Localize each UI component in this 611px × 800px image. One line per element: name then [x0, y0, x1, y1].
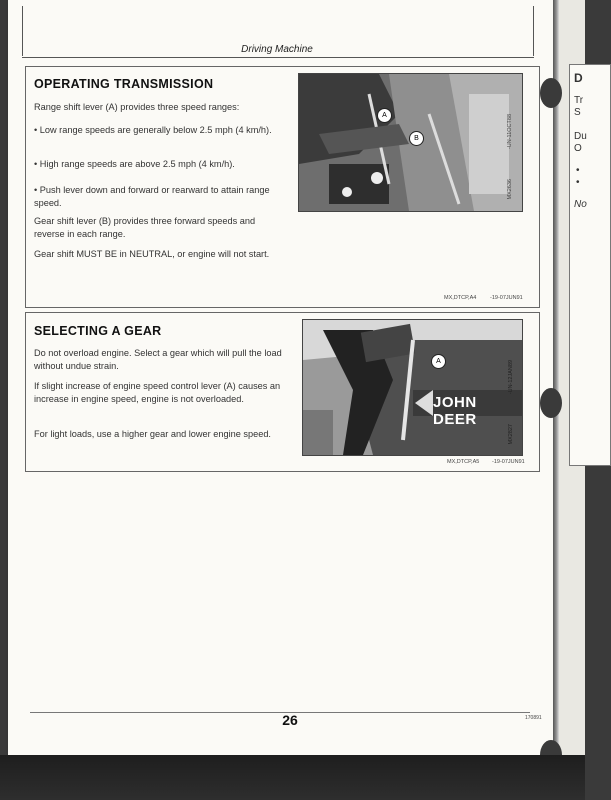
image-code: MX2827 [508, 424, 514, 445]
section-heading: OPERATING TRANSMISSION [34, 77, 214, 91]
callout-a: A [377, 108, 392, 123]
footer-code: 170891 [525, 715, 542, 721]
transmission-photo [298, 73, 523, 212]
doc-date: -19-07JUN91 [490, 295, 523, 301]
doc-ref: MX,DTCP,A4 [444, 295, 477, 301]
section-heading: SELECTING A GEAR [34, 324, 162, 338]
header-rule [22, 57, 534, 58]
paragraph: • Push lever down and forward or rearward to attain range speed. [34, 185, 270, 208]
page-number: 26 [282, 712, 298, 728]
paragraph: Range shift lever (A) provides three speed ranges: [34, 102, 240, 112]
doc-ref: MX,DTCP,A5 [447, 459, 480, 465]
paragraph: • Low range speeds are generally below 2.5 mph (4 km/h). [34, 125, 272, 135]
scan-shadow [0, 755, 585, 800]
peek-heading: D [574, 71, 583, 85]
peek-line: S [574, 107, 581, 118]
paragraph: Gear shift lever (B) provides three forward speeds and reverse in each range. [34, 216, 256, 239]
gear-lever-illustration [303, 320, 522, 455]
paragraph: Do not overload engine. Select a gear which will pull the load without undue strain. [34, 348, 282, 371]
peek-bullet: • [576, 165, 580, 176]
callout-a: A [431, 354, 446, 369]
image-ref-side: -UN-11OCT88 [507, 114, 513, 150]
paragraph: • High range speeds are above 2.5 mph (4 km/h). [34, 159, 235, 169]
paragraph: Gear shift MUST BE in NEUTRAL, or engine will not start. [34, 249, 270, 259]
peek-note: No [574, 199, 587, 210]
next-page-section [569, 64, 611, 466]
brand-wordmark: JOHN DEER [433, 394, 477, 428]
section-selecting-a-gear [25, 312, 540, 472]
page-header: Driving Machine [241, 44, 313, 55]
image-code: MX2636 [507, 179, 513, 200]
image-ref-side: -UN-12JAN89 [508, 360, 514, 395]
gear-lever-photo [302, 319, 523, 456]
callout-b: B [409, 131, 424, 146]
binder-hole [540, 388, 562, 418]
peek-line: Du [574, 131, 587, 142]
doc-date: -19-07JUN91 [492, 459, 525, 465]
binder-hole [540, 78, 562, 108]
peek-line: O [574, 143, 582, 154]
paragraph: If slight increase of engine speed control lever (A) causes an increase in engine speed, engine is not overloaded. [34, 381, 281, 404]
peek-bullet: • [576, 177, 580, 188]
section-operating-transmission [25, 66, 540, 308]
paragraph: For light loads, use a higher gear and lower engine speed. [34, 429, 271, 439]
peek-line: Tr [574, 95, 584, 106]
